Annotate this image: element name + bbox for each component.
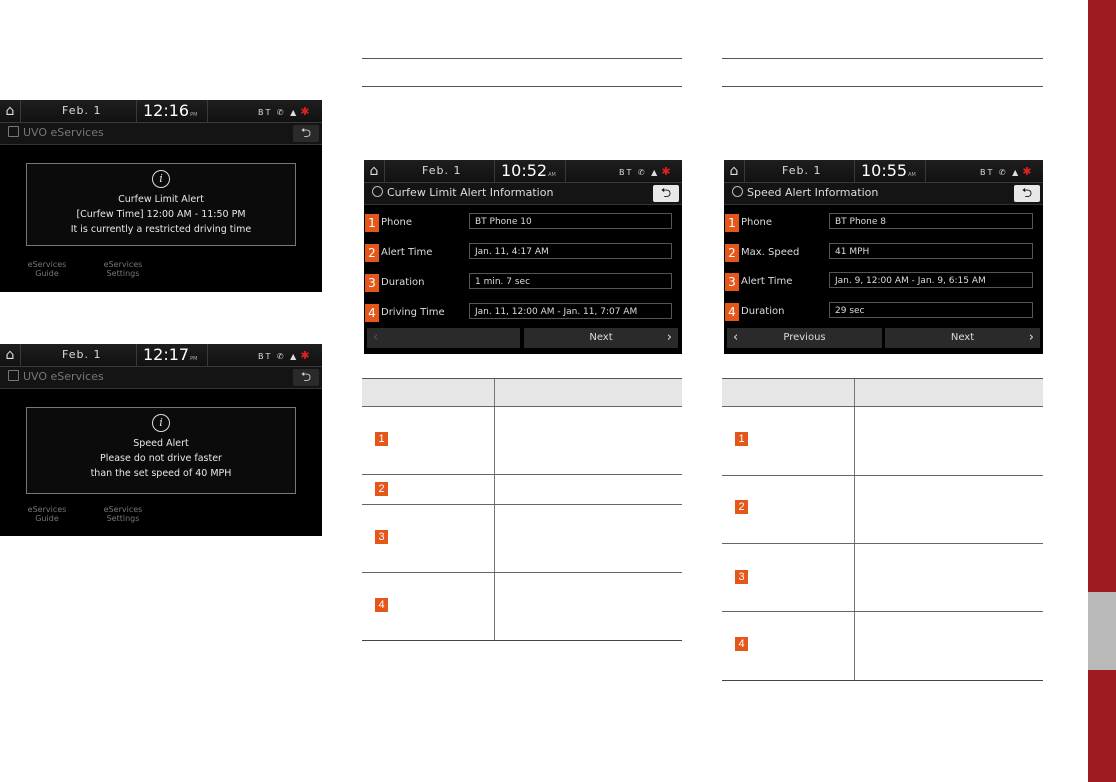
table-left-num-4: 4 (375, 598, 388, 612)
app-title: UVO eServices (8, 126, 104, 139)
curfew-alert-popup (26, 163, 296, 246)
row-number-1: 1 (365, 214, 379, 232)
alert-star-icon: ✱ (661, 165, 673, 178)
top-rule-right (722, 58, 1043, 59)
top-rule-left (362, 58, 682, 59)
popup-line-3: than the set speed of 40 MPH (90, 468, 232, 479)
eservices-settings-button[interactable]: eServices Settings (103, 260, 143, 278)
row-number-2: 2 (365, 244, 379, 262)
max-speed-value: 41 MPH (829, 243, 1033, 259)
back-button[interactable]: ⮌ (1014, 185, 1040, 202)
screen-title: Curfew Limit Alert Information (372, 186, 553, 199)
status-bar (364, 160, 682, 183)
previous-button[interactable]: ‹ Previous (727, 328, 882, 348)
status-bar (0, 100, 322, 123)
speedometer-icon (732, 186, 743, 197)
status-bar (0, 344, 322, 367)
alert-star-icon: ✱ (300, 349, 312, 362)
row-number-4: 4 (365, 304, 379, 322)
row-number-4: 4 (725, 303, 739, 321)
status-bar (724, 160, 1043, 183)
status-date: Feb. 1 (62, 104, 102, 117)
table-left-line (362, 406, 682, 407)
status-icons: BT ✆ ▲ ✱ (258, 105, 312, 118)
table-right-line (722, 680, 1043, 681)
status-date: Feb. 1 (62, 348, 102, 361)
table-right-line (722, 475, 1043, 476)
phone-value: BT Phone 8 (829, 213, 1033, 229)
title-bar (0, 123, 322, 145)
table-left-line (362, 640, 682, 641)
mid-rule-right (722, 86, 1043, 87)
table-left-line (362, 474, 682, 475)
app-title: UVO eServices (8, 370, 104, 383)
alert-star-icon: ✱ (300, 105, 312, 118)
alert-star-icon: ✱ (1022, 165, 1034, 178)
table-left-divider (494, 379, 495, 640)
uvo-icon (8, 126, 19, 137)
eservices-guide-button[interactable]: eServices Guide (27, 505, 67, 523)
back-button[interactable]: ⮌ (653, 185, 679, 202)
status-time: 10:55AM (854, 160, 926, 182)
table-right-line (722, 406, 1043, 407)
popup-line-2: Please do not drive faster (100, 453, 222, 464)
chevron-left-icon: ‹ (733, 330, 739, 345)
row-number-3: 3 (365, 274, 379, 292)
chevron-right-icon: › (1028, 330, 1034, 345)
speed-alert-screen (0, 344, 322, 536)
table-right-num-1: 1 (735, 432, 748, 446)
status-time: 10:52AM (494, 160, 566, 182)
popup-line-3: It is currently a restricted driving time (70, 224, 252, 235)
alert-time-value: Jan. 11, 4:17 AM (469, 243, 672, 259)
home-icon[interactable]: ⌂ (364, 160, 385, 182)
table-right-num-4: 4 (735, 637, 748, 651)
info-icon: i (152, 170, 170, 188)
next-button[interactable]: Next › (524, 328, 678, 348)
row-number-1: 1 (725, 214, 739, 232)
home-icon[interactable]: ⌂ (0, 344, 21, 366)
table-right-line (722, 543, 1043, 544)
alert-time-label: Alert Time (741, 276, 793, 287)
curfew-alert-screen (0, 100, 322, 292)
phone-label: Phone (381, 217, 412, 228)
next-button[interactable]: Next › (885, 328, 1040, 348)
table-right-num-2: 2 (735, 500, 748, 514)
eservices-settings-button[interactable]: eServices Settings (103, 505, 143, 523)
phone-value: BT Phone 10 (469, 213, 672, 229)
duration-value: 29 sec (829, 302, 1033, 318)
screen-title: Speed Alert Information (732, 186, 878, 199)
home-icon[interactable]: ⌂ (724, 160, 745, 182)
chapter-tab-marker (1088, 592, 1116, 670)
alert-time-value: Jan. 9, 12:00 AM - Jan. 9, 6:15 AM (829, 272, 1033, 288)
eservices-guide-button[interactable]: eServices Guide (27, 260, 67, 278)
table-left-line (362, 504, 682, 505)
table-left-num-2: 2 (375, 482, 388, 496)
table-left-header (362, 378, 682, 407)
chevron-right-icon: › (666, 330, 672, 345)
phone-label: Phone (741, 217, 772, 228)
row-number-2: 2 (725, 244, 739, 262)
status-date: Feb. 1 (782, 164, 822, 177)
status-time: 12:17PM (136, 344, 208, 366)
alert-time-label: Alert Time (381, 247, 433, 258)
table-right-num-3: 3 (735, 570, 748, 584)
alarm-clock-icon (372, 186, 383, 197)
status-date: Feb. 1 (422, 164, 462, 177)
status-icons: BT ✆ ▲ ✱ (980, 165, 1034, 178)
table-right-line (722, 611, 1043, 612)
duration-label: Duration (381, 277, 425, 288)
speed-alert-popup (26, 407, 296, 494)
table-left-num-1: 1 (375, 432, 388, 446)
table-right-divider (854, 379, 855, 680)
table-left-num-3: 3 (375, 530, 388, 544)
previous-button[interactable] (367, 328, 520, 348)
back-button[interactable]: ⮌ (293, 125, 319, 142)
status-icons: BT ✆ ▲ ✱ (619, 165, 673, 178)
uvo-icon (8, 370, 19, 381)
info-icon: i (152, 414, 170, 432)
table-right-header (722, 378, 1043, 407)
title-bar (724, 183, 1043, 205)
home-icon[interactable]: ⌂ (0, 100, 21, 122)
max-speed-label: Max. Speed (741, 247, 800, 258)
table-left-line (362, 572, 682, 573)
driving-time-value: Jan. 11, 12:00 AM - Jan. 11, 7:07 AM (469, 303, 672, 319)
speed-info-screen (724, 160, 1043, 354)
status-icons: BT ✆ ▲ ✱ (258, 349, 312, 362)
driving-time-label: Driving Time (381, 307, 445, 318)
duration-label: Duration (741, 306, 785, 317)
row-number-3: 3 (725, 273, 739, 291)
chapter-tab (1088, 0, 1116, 782)
mid-rule-left (362, 86, 682, 87)
chevron-left-icon: ‹ (373, 330, 379, 345)
duration-value: 1 min. 7 sec (469, 273, 672, 289)
popup-line-1: Speed Alert (133, 438, 189, 449)
status-time: 12:16PM (136, 100, 208, 122)
popup-line-2: [Curfew Time] 12:00 AM - 11:50 PM (76, 209, 246, 220)
curfew-info-screen (364, 160, 682, 354)
title-bar (0, 367, 322, 389)
title-bar (364, 183, 682, 205)
popup-line-1: Curfew Limit Alert (118, 194, 204, 205)
back-button[interactable]: ⮌ (293, 369, 319, 386)
